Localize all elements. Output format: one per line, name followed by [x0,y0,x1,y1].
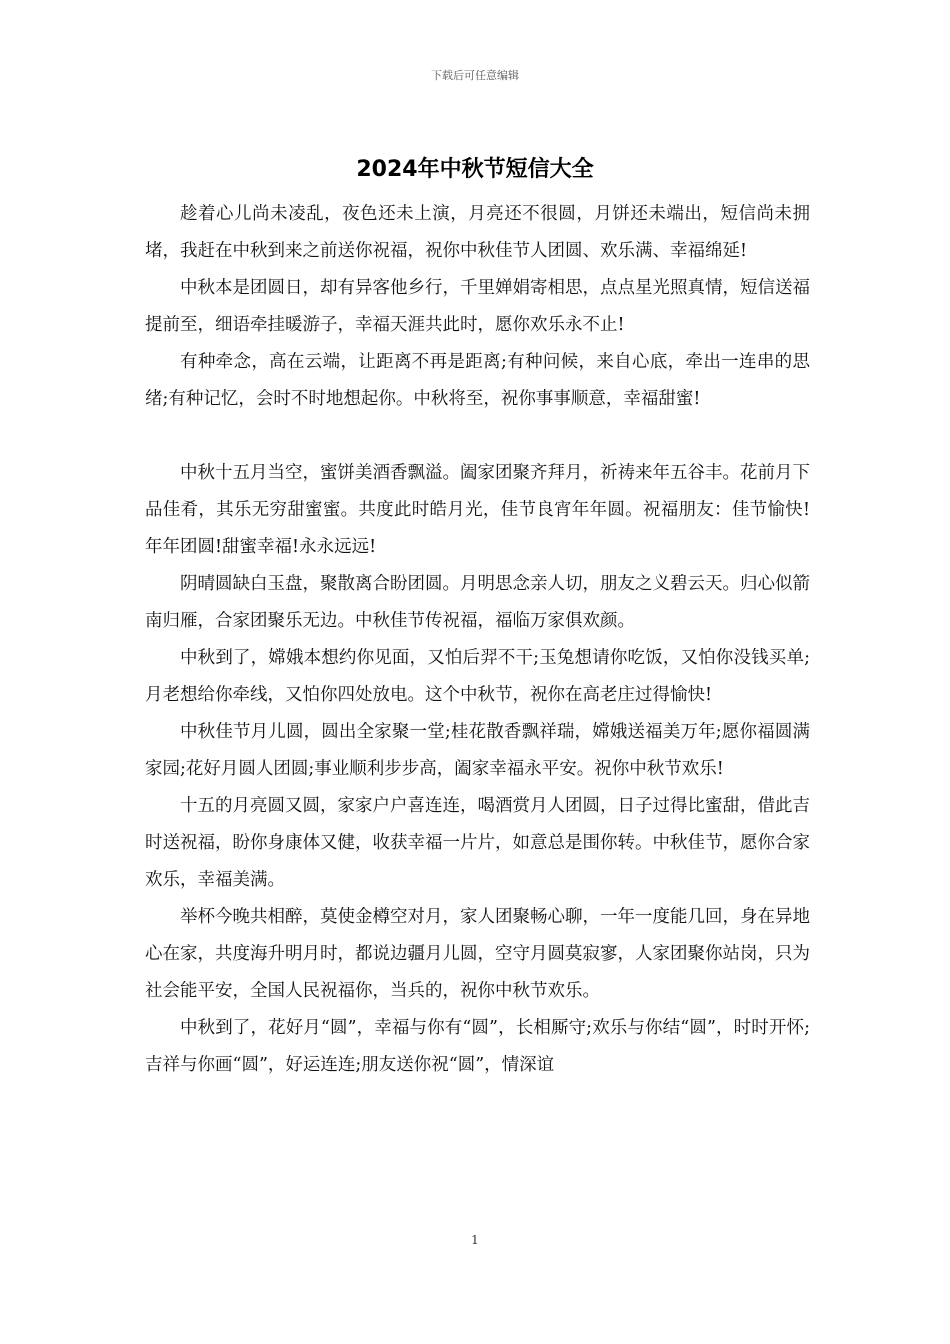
page-header: 下载后可任意编辑 [431,69,519,82]
paragraph: 中秋本是团圆日，却有异客他乡行，千里婵娟寄相思，点点星光照真情，短信送福提前至，细语牵挂暖游子，幸福天涯共此时，愿你欢乐永不止! [145,278,810,335]
paragraph: 中秋到了，嫦娥本想约你见面，又怕后羿不干;玉兔想请你吃饭，又怕你没钱买单;月老想给你牵线，又怕你四处放电。这个中秋节，祝你在高老庄过得愉快! [145,648,810,705]
page-number: 1 [471,1233,479,1247]
paragraph: 举杯今晚共相醉，莫使金樽空对月，家人团聚畅心聊，一年一度能几回，身在异地心在家，共度海升明月时，都说边疆月儿圆，空守月圆莫寂寥，人家团聚你站岗，只为社会能平安，全国人民祝福你，当兵的，祝你中秋节欢乐。 [145,907,810,1001]
document-title: 2024年中秋节短信大全 [356,157,594,182]
blank-line [145,418,810,455]
paragraph: 趁着心儿尚未凌乱，夜色还未上演，月亮还不很圆，月饼还未端出，短信尚未拥堵，我赶在中秋到来之前送你祝福，祝你中秋佳节人团圆、欢乐满、幸福绵延! [145,204,810,261]
paragraph: 中秋到了，花好月“圆”，幸福与你有“圆”，长相厮守;欢乐与你结“圆”，时时开怀;吉祥与你画“圆”，好运连连;朋友送你祝“圆”，情深谊 [145,1018,810,1075]
paragraph: 阴晴圆缺白玉盘，聚散离合盼团圆。月明思念亲人切，朋友之义碧云天。归心似箭南归雁，合家团聚乐无边。中秋佳节传祝福，福临万家俱欢颜。 [145,574,810,631]
paragraph: 十五的月亮圆又圆，家家户户喜连连，喝酒赏月人团圆，日子过得比蜜甜，借此吉时送祝福，盼你身康体又健，收获幸福一片片，如意总是围你转。中秋佳节，愿你合家欢乐，幸福美满。 [145,796,810,890]
paragraph: 有种牵念，高在云端，让距离不再是距离;有种问候，来自心底，牵出一连串的思绪;有种记忆，会时不时地想起你。中秋将至，祝你事事顺意，幸福甜蜜! [145,352,810,409]
paragraph: 中秋佳节月儿圆，圆出全家聚一堂;桂花散香飘祥瑞，嫦娥送福美万年;愿你福圆满家园;花好月圆人团圆;事业顺利步步高，阖家幸福永平安。祝你中秋节欢乐! [145,722,810,779]
document-body [145,196,810,1084]
paragraph: 中秋十五月当空，蜜饼美酒香飘溢。阖家团聚齐拜月，祈祷来年五谷丰。花前月下品佳肴，其乐无穷甜蜜蜜。共度此时皓月光，佳节良宵年年圆。祝福朋友：佳节愉快!年年团圆!甜蜜幸福!永永远远! [145,463,810,557]
